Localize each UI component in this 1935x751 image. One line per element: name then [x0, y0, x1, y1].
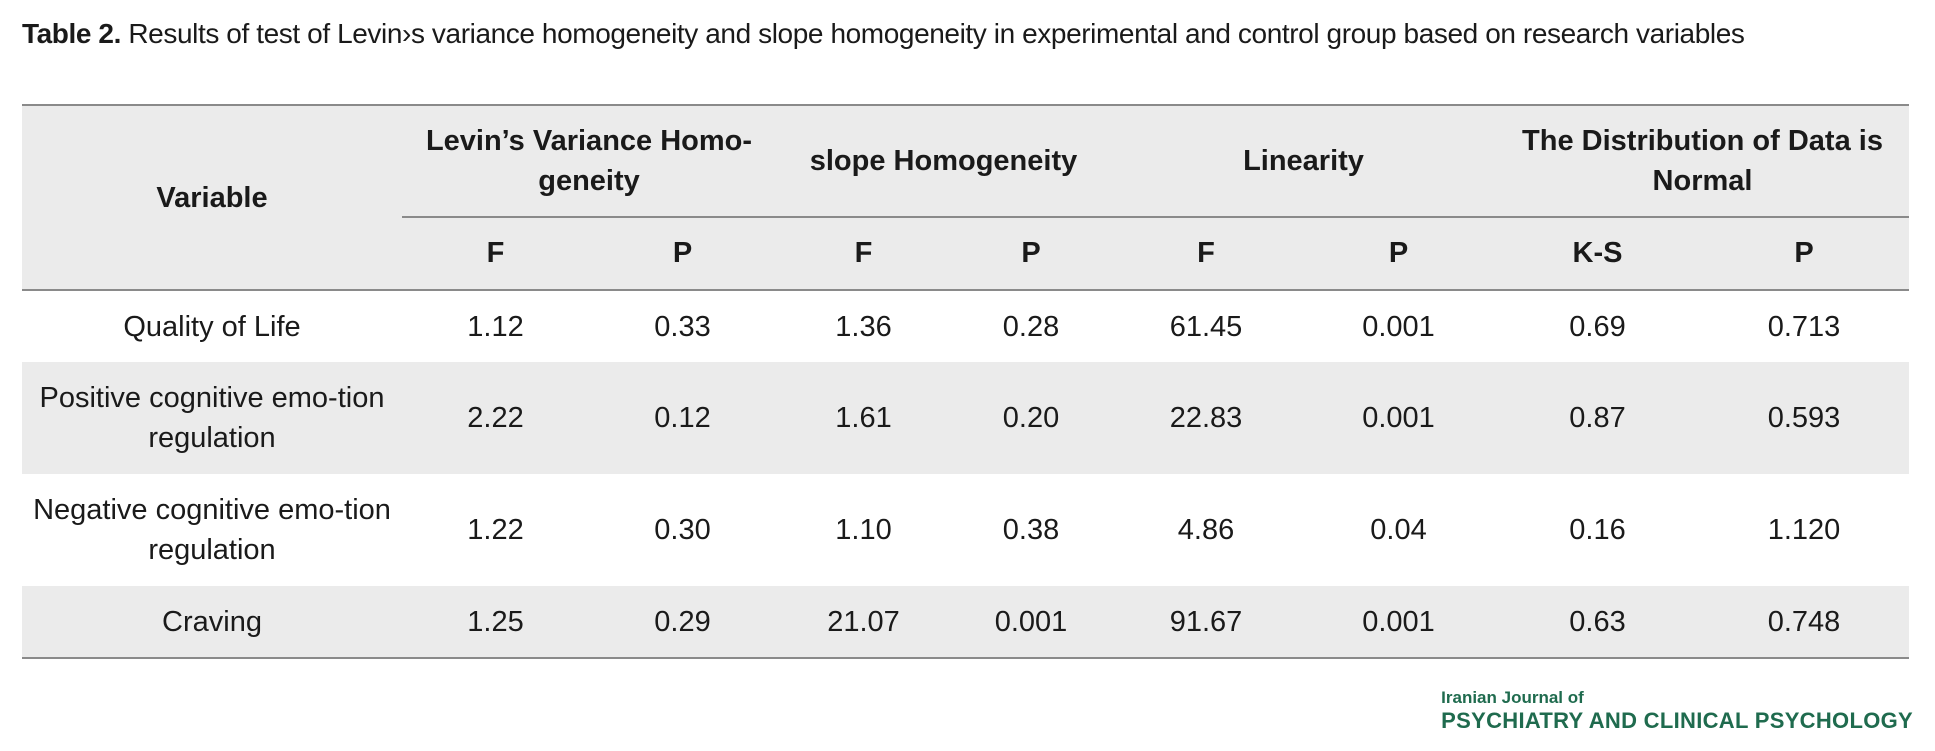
- row-variable: Positive cognitive emo-tion regulation: [22, 362, 402, 474]
- subheader-slope-f: F: [776, 217, 951, 290]
- journal-logo: [1441, 688, 1913, 734]
- group-header-levin: Levin’s Variance Homo-geneity: [402, 105, 776, 217]
- subheader-levin-p: P: [589, 217, 776, 290]
- table-cell: 0.38: [951, 474, 1111, 586]
- table-cell: 0.28: [951, 290, 1111, 362]
- row-variable: Quality of Life: [22, 290, 402, 362]
- table-cell: 0.33: [589, 290, 776, 362]
- table-cell: 1.61: [776, 362, 951, 474]
- table-cell: 0.20: [951, 362, 1111, 474]
- table-cell: 1.36: [776, 290, 951, 362]
- table-cell: 4.86: [1111, 474, 1301, 586]
- table-cell: 1.12: [402, 290, 589, 362]
- table-cell: 2.22: [402, 362, 589, 474]
- table-cell: 0.001: [1301, 290, 1496, 362]
- table-cell: 0.30: [589, 474, 776, 586]
- table-cell: 1.10: [776, 474, 951, 586]
- subheader-normality-ks: K-S: [1496, 217, 1699, 290]
- caption-text: Results of test of Levin›s variance homogeneity and slope homogeneity in experimental and control group based on research variables: [120, 18, 1745, 49]
- variable-header: Variable: [22, 105, 402, 290]
- table-cell: 1.25: [402, 586, 589, 658]
- table-cell: 0.001: [1301, 362, 1496, 474]
- table-cell: 0.87: [1496, 362, 1699, 474]
- subheader-linearity-p: P: [1301, 217, 1496, 290]
- row-variable: Negative cognitive emo-tion regulation: [22, 474, 402, 586]
- results-table-container: [22, 104, 1909, 659]
- journal-logo-line1: Iranian Journal of: [1441, 688, 1584, 707]
- table-cell: 0.29: [589, 586, 776, 658]
- table-row: [22, 474, 1909, 586]
- table-cell: 0.001: [1301, 586, 1496, 658]
- table-cell: 0.713: [1699, 290, 1909, 362]
- table-cell: 0.593: [1699, 362, 1909, 474]
- table-cell: 1.120: [1699, 474, 1909, 586]
- group-header-slope: slope Homogeneity: [776, 105, 1111, 217]
- table-cell: 91.67: [1111, 586, 1301, 658]
- table-row: [22, 290, 1909, 362]
- caption-label: Table 2.: [22, 18, 121, 49]
- table-cell: 21.07: [776, 586, 951, 658]
- table-row: [22, 362, 1909, 474]
- subheader-levin-f: F: [402, 217, 589, 290]
- journal-logo-line2: PSYCHIATRY AND CLINICAL PSYCHOLOGY: [1441, 708, 1913, 733]
- table-cell: 0.748: [1699, 586, 1909, 658]
- table-cell: 0.16: [1496, 474, 1699, 586]
- table-cell: 0.63: [1496, 586, 1699, 658]
- table-cell: 22.83: [1111, 362, 1301, 474]
- row-variable: Craving: [22, 586, 402, 658]
- table-cell: 0.12: [589, 362, 776, 474]
- subheader-slope-p: P: [951, 217, 1111, 290]
- table-cell: 1.22: [402, 474, 589, 586]
- table-cell: 0.001: [951, 586, 1111, 658]
- table-cell: 0.69: [1496, 290, 1699, 362]
- subheader-normality-p: P: [1699, 217, 1909, 290]
- table-caption: [22, 14, 1922, 54]
- table-cell: 61.45: [1111, 290, 1301, 362]
- table-cell: 0.04: [1301, 474, 1496, 586]
- subheader-linearity-f: F: [1111, 217, 1301, 290]
- results-table: [22, 104, 1909, 659]
- group-header-normality: The Distribution of Data is Normal: [1496, 105, 1909, 217]
- group-header-linearity: Linearity: [1111, 105, 1496, 217]
- table-row: [22, 586, 1909, 658]
